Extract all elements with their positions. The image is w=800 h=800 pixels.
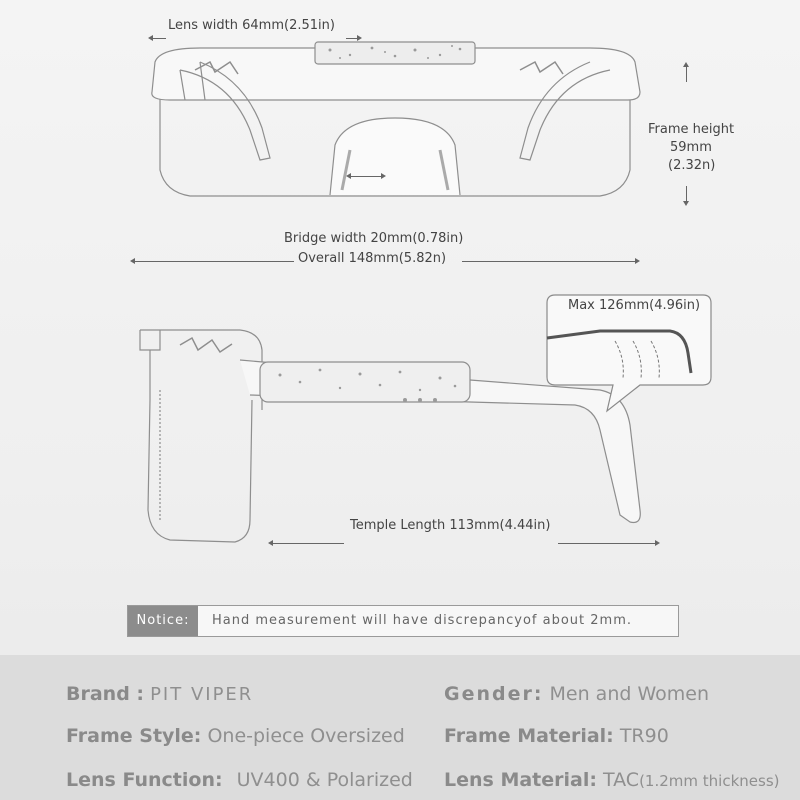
lens-width-label: Lens width 64mm(2.51in) [168, 18, 335, 33]
spec-lens-material-note: (1.2mm thickness) [639, 772, 780, 790]
spec-brand [66, 683, 253, 705]
frame-height-arrow-up [686, 66, 687, 82]
overall-arrow-left [134, 261, 294, 262]
spec-lens-material-key: Lens Material: [444, 769, 597, 791]
temple-length-arrow-right [558, 543, 656, 544]
spec-lens-material-value: TAC [603, 769, 640, 791]
spec-lens-material [444, 769, 779, 791]
spec-frame-material [444, 725, 669, 747]
spec-brand-value: PIT VIPER [150, 684, 254, 705]
overall-label: Overall 148mm(5.82n) [298, 251, 447, 266]
spec-gender-value: Men and Women [549, 683, 710, 705]
lens-width-arrow-left [152, 38, 166, 39]
frame-height-in: (2.32n) [668, 158, 716, 173]
notice-text: Hand measurement will have discrepancyof about 2mm. [212, 613, 632, 628]
spec-frame-material-key: Frame Material: [444, 725, 614, 747]
spec-brand-key: Brand : [66, 683, 145, 705]
spec-frame-style [66, 725, 405, 747]
overall-arrow-right [462, 261, 636, 262]
spec-frame-style-value: One-piece Oversized [207, 725, 405, 747]
spec-lens-function [66, 769, 413, 791]
spec-frame-material-value: TR90 [619, 725, 669, 747]
notice-label: Notice: [128, 606, 198, 636]
spec-lens-function-key: Lens Function: [66, 769, 223, 791]
lens-width-arrow-right [346, 38, 358, 39]
frame-height-arrow-down [686, 186, 687, 202]
spec-lens-function-value: UV400 & Polarized [236, 769, 413, 791]
bridge-width-label: Bridge width 20mm(0.78in) [284, 231, 464, 246]
spec-gender-key: Gender: [444, 683, 544, 705]
spec-panel [0, 655, 800, 800]
spec-frame-style-key: Frame Style: [66, 725, 202, 747]
max-temple-label: Max 126mm(4.96in) [568, 298, 701, 313]
temple-length-arrow-left [272, 543, 344, 544]
frame-height-title: Frame height [648, 122, 735, 137]
frame-height-mm: 59mm [670, 140, 712, 155]
temple-length-label: Temple Length 113mm(4.44in) [350, 518, 551, 533]
bridge-width-arrow [350, 176, 382, 177]
notice-bar [127, 605, 679, 637]
spec-gender [444, 683, 709, 705]
